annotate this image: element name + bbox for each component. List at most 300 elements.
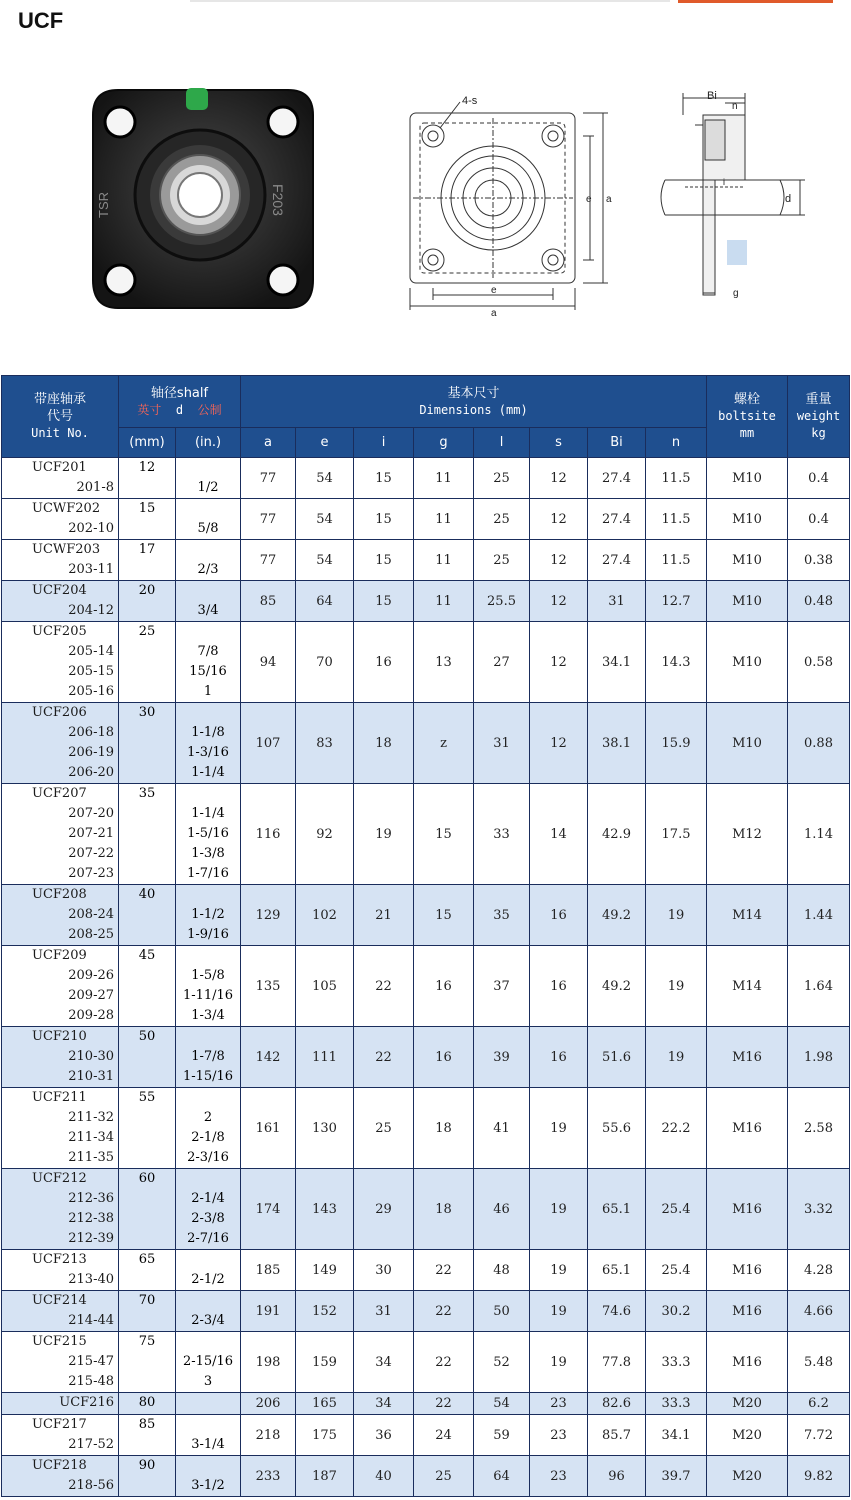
cell-i: 15 — [354, 540, 414, 581]
shaft-inch-cell — [176, 540, 241, 581]
cell-weight: 0.38 — [788, 540, 850, 581]
header-col-g: g — [414, 428, 474, 458]
unit-no-cell — [2, 1250, 119, 1291]
shaft-inch-value: 2-3/8 — [191, 1211, 225, 1226]
shaft-inch-value: 2-1/2 — [191, 1272, 225, 1287]
shaft-inch-cell — [176, 622, 241, 703]
cell-bi: 34.1 — [588, 622, 646, 703]
cell-bi: 27.4 — [588, 499, 646, 540]
shaft-inch-value: 1-7/16 — [187, 866, 229, 881]
unit-variant: 211-34 — [68, 1130, 114, 1145]
cell-l: 25 — [474, 458, 530, 499]
cell-weight: 0.48 — [788, 581, 850, 622]
cell-l: 31 — [474, 703, 530, 784]
unit-model: UCF207 — [32, 786, 87, 801]
shaft-mm-cell: 40 — [119, 885, 176, 946]
unit-variant: 208-25 — [68, 927, 114, 942]
cell-s: 12 — [530, 703, 588, 784]
shaft-mm-cell: 55 — [119, 1088, 176, 1169]
unit-variant: 211-32 — [68, 1110, 114, 1125]
cell-weight: 4.66 — [788, 1291, 850, 1332]
shaft-inch-cell — [176, 1393, 241, 1415]
cell-bi: 27.4 — [588, 540, 646, 581]
shaft-mm-cell: 35 — [119, 784, 176, 885]
unit-model: UCF216 — [59, 1395, 114, 1410]
top-divider — [190, 0, 670, 2]
front-label-a-side: a — [606, 194, 612, 205]
unit-no-cell — [2, 540, 119, 581]
shaft-mm-cell: 25 — [119, 622, 176, 703]
unit-variant: 204-12 — [68, 603, 114, 618]
cell-g: 13 — [414, 622, 474, 703]
cell-bolt: M10 — [707, 581, 788, 622]
cell-e: 175 — [296, 1415, 354, 1456]
cell-bolt: M20 — [707, 1456, 788, 1497]
shaft-inch-value: 2-7/16 — [187, 1231, 229, 1246]
unit-no-cell — [2, 1291, 119, 1332]
cell-n: 39.7 — [646, 1456, 707, 1497]
table-body — [2, 458, 850, 1497]
cell-a: 77 — [241, 458, 296, 499]
side-view-drawing — [655, 85, 815, 310]
cell-s: 23 — [530, 1415, 588, 1456]
cell-i: 25 — [354, 1088, 414, 1169]
cell-g: 22 — [414, 1393, 474, 1415]
cell-e: 54 — [296, 499, 354, 540]
cell-e: 105 — [296, 946, 354, 1027]
table-row — [2, 784, 850, 885]
cell-a: 94 — [241, 622, 296, 703]
cell-e: 143 — [296, 1169, 354, 1250]
cell-bolt: M20 — [707, 1393, 788, 1415]
cell-n: 22.2 — [646, 1088, 707, 1169]
cell-l: 41 — [474, 1088, 530, 1169]
unit-model: UCF205 — [32, 624, 87, 639]
shaft-inch-cell — [176, 581, 241, 622]
shaft-inch-value: 3/4 — [197, 603, 219, 618]
header-col-l: l — [474, 428, 530, 458]
cell-weight: 9.82 — [788, 1456, 850, 1497]
cell-a: 161 — [241, 1088, 296, 1169]
cell-bi: 38.1 — [588, 703, 646, 784]
shaft-mm-cell: 20 — [119, 581, 176, 622]
cell-g: 22 — [414, 1291, 474, 1332]
front-view-drawing — [398, 88, 628, 318]
unit-variant: 205-15 — [68, 664, 114, 679]
cell-g: 11 — [414, 499, 474, 540]
top-accent-bar — [678, 0, 833, 3]
shaft-inch-cell — [176, 1291, 241, 1332]
unit-no-cell — [2, 946, 119, 1027]
cell-bi: 49.2 — [588, 946, 646, 1027]
cell-i: 22 — [354, 1027, 414, 1088]
unit-model: UCF210 — [32, 1029, 87, 1044]
unit-variant: 206-19 — [68, 745, 114, 760]
cell-i: 29 — [354, 1169, 414, 1250]
shaft-mm-cell: 30 — [119, 703, 176, 784]
header-mm: (mm) — [119, 428, 176, 458]
unit-no-cell — [2, 1393, 119, 1415]
cell-s: 12 — [530, 540, 588, 581]
shaft-mm-cell: 15 — [119, 499, 176, 540]
header-col-a: a — [241, 428, 296, 458]
unit-variant: 209-28 — [68, 1008, 114, 1023]
cell-weight: 3.32 — [788, 1169, 850, 1250]
table-row — [2, 1415, 850, 1456]
table-row — [2, 1250, 850, 1291]
shaft-mm-cell: 65 — [119, 1250, 176, 1291]
cell-weight: 7.72 — [788, 1415, 850, 1456]
unit-variant: 210-30 — [68, 1049, 114, 1064]
shaft-inch-cell — [176, 1088, 241, 1169]
shaft-inch-value: 1-1/2 — [191, 907, 225, 922]
side-label-bi: Bi — [707, 90, 717, 102]
shaft-inch-value: 1-11/16 — [182, 988, 234, 1003]
cell-s: 12 — [530, 581, 588, 622]
cell-bi: 51.6 — [588, 1027, 646, 1088]
unit-model: UCF214 — [32, 1293, 87, 1308]
unit-variant: 206-18 — [68, 725, 114, 740]
front-label-e: e — [491, 285, 497, 296]
front-label-a-bottom: a — [491, 308, 497, 318]
unit-no-cell — [2, 458, 119, 499]
header-in: (in.) — [176, 428, 241, 458]
header-weight: 重量 weight kg — [788, 376, 850, 458]
shaft-mm-cell: 60 — [119, 1169, 176, 1250]
cell-e: 130 — [296, 1088, 354, 1169]
shaft-inch-value: 1-5/8 — [191, 968, 225, 983]
shaft-mm-cell: 70 — [119, 1291, 176, 1332]
cell-s: 23 — [530, 1456, 588, 1497]
shaft-inch-cell — [176, 703, 241, 784]
shaft-mm-cell: 12 — [119, 458, 176, 499]
cell-s: 19 — [530, 1332, 588, 1393]
cell-g: 18 — [414, 1169, 474, 1250]
unit-model: UCF208 — [32, 887, 87, 902]
cell-g: 16 — [414, 946, 474, 1027]
unit-variant: 217-52 — [68, 1437, 114, 1452]
shaft-inch-cell — [176, 946, 241, 1027]
shaft-mm-cell: 50 — [119, 1027, 176, 1088]
shaft-inch-cell — [176, 458, 241, 499]
shaft-mm-cell: 75 — [119, 1332, 176, 1393]
cell-weight: 0.58 — [788, 622, 850, 703]
spec-table — [1, 375, 850, 1497]
shaft-inch-value: 1-3/8 — [191, 846, 225, 861]
shaft-mm-cell: 80 — [119, 1393, 176, 1415]
shaft-mm-cell: 85 — [119, 1415, 176, 1456]
cell-s: 14 — [530, 784, 588, 885]
cell-e: 187 — [296, 1456, 354, 1497]
cell-l: 25 — [474, 499, 530, 540]
cell-bolt: M16 — [707, 1027, 788, 1088]
table-row — [2, 581, 850, 622]
cell-a: 135 — [241, 946, 296, 1027]
cell-i: 22 — [354, 946, 414, 1027]
cell-bolt: M20 — [707, 1415, 788, 1456]
shaft-inch-cell — [176, 1027, 241, 1088]
cell-i: 40 — [354, 1456, 414, 1497]
shaft-inch-value: 1/2 — [197, 480, 219, 495]
cell-e: 159 — [296, 1332, 354, 1393]
cell-l: 48 — [474, 1250, 530, 1291]
cell-e: 83 — [296, 703, 354, 784]
cell-g: 22 — [414, 1250, 474, 1291]
housing-mark: F203 — [270, 184, 286, 216]
cell-e: 92 — [296, 784, 354, 885]
unit-model: UCF209 — [32, 948, 87, 963]
shaft-inch-value: 7/8 — [197, 644, 219, 659]
cell-i: 15 — [354, 499, 414, 540]
cell-e: 165 — [296, 1393, 354, 1415]
unit-no-cell — [2, 499, 119, 540]
cell-i: 36 — [354, 1415, 414, 1456]
shaft-inch-cell — [176, 1332, 241, 1393]
shaft-inch-cell — [176, 885, 241, 946]
table-row — [2, 458, 850, 499]
unit-variant: 207-22 — [68, 846, 114, 861]
side-label-g: g — [733, 288, 739, 299]
side-label-d: d — [785, 193, 792, 205]
cell-bolt: M10 — [707, 622, 788, 703]
cell-bolt: M16 — [707, 1332, 788, 1393]
shaft-inch-value: 3-1/4 — [191, 1437, 225, 1452]
unit-model: UCF204 — [32, 583, 87, 598]
cell-a: 206 — [241, 1393, 296, 1415]
shaft-inch-value: 1-7/8 — [191, 1049, 225, 1064]
shaft-inch-value: 2-3/4 — [191, 1313, 225, 1328]
cell-i: 15 — [354, 581, 414, 622]
cell-bi: 96 — [588, 1456, 646, 1497]
cell-bi: 27.4 — [588, 458, 646, 499]
cell-n: 11.5 — [646, 540, 707, 581]
table-row — [2, 540, 850, 581]
shaft-inch-value: 1-3/16 — [187, 745, 229, 760]
table-row — [2, 1393, 850, 1415]
cell-weight: 1.98 — [788, 1027, 850, 1088]
unit-no-cell — [2, 622, 119, 703]
unit-variant: 212-36 — [68, 1191, 114, 1206]
cell-n: 33.3 — [646, 1393, 707, 1415]
unit-variant: 207-21 — [68, 826, 114, 841]
cell-n: 11.5 — [646, 499, 707, 540]
cell-e: 149 — [296, 1250, 354, 1291]
cell-i: 34 — [354, 1332, 414, 1393]
unit-variant: 205-14 — [68, 644, 114, 659]
shaft-mm-cell: 17 — [119, 540, 176, 581]
unit-variant: 201-8 — [76, 480, 114, 495]
cell-s: 23 — [530, 1393, 588, 1415]
cell-bi: 65.1 — [588, 1169, 646, 1250]
shaft-inch-value: 1-5/16 — [187, 826, 229, 841]
cell-s: 16 — [530, 1027, 588, 1088]
unit-variant: 218-56 — [68, 1478, 114, 1493]
header-shaft: 轴径shalf 英寸 d 公制 — [119, 376, 241, 428]
cell-bolt: M10 — [707, 499, 788, 540]
cell-bi: 82.6 — [588, 1393, 646, 1415]
cell-g: 22 — [414, 1332, 474, 1393]
header-col-s: s — [530, 428, 588, 458]
shaft-inch-value: 1-3/4 — [191, 1008, 225, 1023]
unit-no-cell — [2, 1332, 119, 1393]
cell-bolt: M10 — [707, 458, 788, 499]
table-row — [2, 499, 850, 540]
cell-l: 59 — [474, 1415, 530, 1456]
unit-model: UCF215 — [32, 1334, 87, 1349]
cell-s: 19 — [530, 1250, 588, 1291]
cell-a: 142 — [241, 1027, 296, 1088]
cell-g: 11 — [414, 540, 474, 581]
cell-l: 64 — [474, 1456, 530, 1497]
shaft-inch-cell — [176, 499, 241, 540]
shaft-inch-cell — [176, 1456, 241, 1497]
side-label-i: i — [723, 177, 725, 187]
unit-variant: 211-35 — [68, 1150, 114, 1165]
unit-variant: 209-27 — [68, 988, 114, 1003]
cell-e: 64 — [296, 581, 354, 622]
cell-a: 116 — [241, 784, 296, 885]
cell-bi: 42.9 — [588, 784, 646, 885]
unit-no-cell — [2, 885, 119, 946]
shaft-inch-value: 1-1/4 — [191, 765, 225, 780]
cell-l: 39 — [474, 1027, 530, 1088]
cell-n: 11.5 — [646, 458, 707, 499]
shaft-inch-cell — [176, 1415, 241, 1456]
shaft-inch-value: 2-1/8 — [191, 1130, 225, 1145]
cell-n: 19 — [646, 1027, 707, 1088]
cell-a: 77 — [241, 499, 296, 540]
unit-variant: 210-31 — [68, 1069, 114, 1084]
cell-l: 27 — [474, 622, 530, 703]
cell-i: 16 — [354, 622, 414, 703]
unit-variant: 205-16 — [68, 684, 114, 699]
cell-bolt: M12 — [707, 784, 788, 885]
shaft-inch-value: 1 — [203, 684, 213, 699]
unit-model: UCF201 — [32, 460, 87, 475]
cell-n: 30.2 — [646, 1291, 707, 1332]
cell-bi: 65.1 — [588, 1250, 646, 1291]
cell-g: 18 — [414, 1088, 474, 1169]
header-col-bi: Bi — [588, 428, 646, 458]
unit-variant: 213-40 — [68, 1272, 114, 1287]
cell-a: 85 — [241, 581, 296, 622]
hole-label: 4-s — [462, 95, 478, 107]
shaft-inch-value: 5/8 — [197, 521, 219, 536]
shaft-inch-value: 2 — [203, 1110, 213, 1125]
shaft-inch-value: 1-1/8 — [191, 725, 225, 740]
cell-bolt: M16 — [707, 1088, 788, 1169]
unit-variant: 207-20 — [68, 806, 114, 821]
table-row — [2, 1088, 850, 1169]
unit-model: UCF213 — [32, 1252, 87, 1267]
cell-l: 52 — [474, 1332, 530, 1393]
cell-n: 19 — [646, 946, 707, 1027]
cell-s: 12 — [530, 499, 588, 540]
header-col-i: i — [354, 428, 414, 458]
unit-variant: 215-47 — [68, 1354, 114, 1369]
bearing-photo — [88, 80, 318, 315]
unit-variant: 206-20 — [68, 765, 114, 780]
cell-bolt: M16 — [707, 1250, 788, 1291]
cell-g: 15 — [414, 784, 474, 885]
shaft-inch-value: 2-3/16 — [187, 1150, 229, 1165]
cell-weight: 4.28 — [788, 1250, 850, 1291]
unit-model: UCF212 — [32, 1171, 87, 1186]
shaft-inch-value: 15/16 — [189, 664, 227, 679]
cell-weight: 6.2 — [788, 1393, 850, 1415]
cell-a: 185 — [241, 1250, 296, 1291]
cell-e: 111 — [296, 1027, 354, 1088]
table-row — [2, 1456, 850, 1497]
shaft-inch-value: 1-1/4 — [191, 806, 225, 821]
cell-bi: 85.7 — [588, 1415, 646, 1456]
cell-n: 25.4 — [646, 1250, 707, 1291]
cell-i: 15 — [354, 458, 414, 499]
cell-n: 19 — [646, 885, 707, 946]
cell-l: 37 — [474, 946, 530, 1027]
cell-weight: 5.48 — [788, 1332, 850, 1393]
cell-l: 46 — [474, 1169, 530, 1250]
cell-a: 198 — [241, 1332, 296, 1393]
cell-i: 31 — [354, 1291, 414, 1332]
cell-g: 15 — [414, 885, 474, 946]
side-label-n: n — [732, 101, 738, 112]
table-row — [2, 1291, 850, 1332]
unit-variant: 215-48 — [68, 1374, 114, 1389]
cell-a: 174 — [241, 1169, 296, 1250]
shaft-inch-value: 3-1/2 — [191, 1478, 225, 1493]
unit-model: UCF217 — [32, 1417, 87, 1432]
table-row — [2, 703, 850, 784]
cell-i: 34 — [354, 1393, 414, 1415]
cell-e: 102 — [296, 885, 354, 946]
shaft-inch-cell — [176, 1169, 241, 1250]
unit-model: UCF206 — [32, 705, 87, 720]
table-row — [2, 1169, 850, 1250]
cell-bolt: M14 — [707, 946, 788, 1027]
unit-variant: 212-39 — [68, 1231, 114, 1246]
header-col-n: n — [646, 428, 707, 458]
unit-no-cell — [2, 703, 119, 784]
cell-g: 11 — [414, 458, 474, 499]
front-label-e-side: e — [586, 194, 592, 205]
unit-no-cell — [2, 1088, 119, 1169]
cell-l: 50 — [474, 1291, 530, 1332]
cell-bi: 55.6 — [588, 1088, 646, 1169]
cell-a: 218 — [241, 1415, 296, 1456]
cell-a: 107 — [241, 703, 296, 784]
shaft-mm-cell: 45 — [119, 946, 176, 1027]
cell-e: 152 — [296, 1291, 354, 1332]
cell-s: 19 — [530, 1291, 588, 1332]
cell-n: 25.4 — [646, 1169, 707, 1250]
cell-bi: 49.2 — [588, 885, 646, 946]
cell-e: 54 — [296, 458, 354, 499]
unit-variant: 203-11 — [68, 562, 114, 577]
unit-no-cell — [2, 1027, 119, 1088]
cell-e: 54 — [296, 540, 354, 581]
cell-weight: 0.88 — [788, 703, 850, 784]
cell-s: 12 — [530, 458, 588, 499]
cell-bi: 74.6 — [588, 1291, 646, 1332]
page-title: UCF — [18, 8, 64, 33]
brand-mark: TSR — [96, 192, 111, 218]
shaft-inch-value: 2-1/4 — [191, 1191, 225, 1206]
table-row — [2, 1332, 850, 1393]
header-unit-no: 带座轴承 代号 Unit No. — [2, 376, 119, 458]
cell-weight: 0.4 — [788, 458, 850, 499]
cell-bolt: M16 — [707, 1169, 788, 1250]
